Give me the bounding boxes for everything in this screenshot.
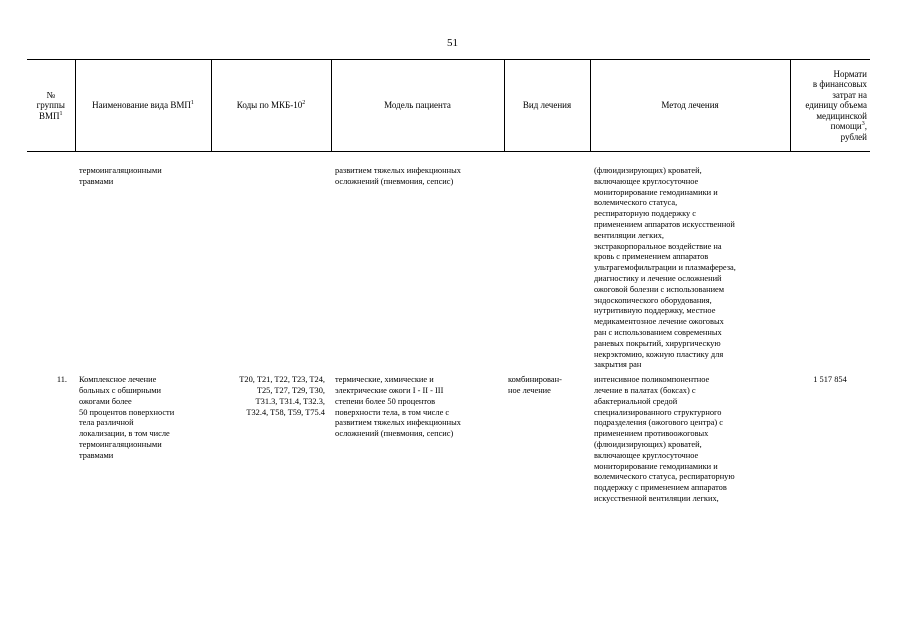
header-treatment-method: Метод лечения: [590, 60, 790, 152]
cell-cost: [790, 152, 870, 372]
header-treatment-type: Вид лечения: [504, 60, 590, 152]
cell-patient-model: термические, химические и электрические ожоги I - II - III степени более 50 процентов поверхности тела, в том числе с развитием тяжелых инфекционных осложнений (пневмония, сепсис): [335, 375, 461, 439]
vmp-table: [27, 59, 870, 505]
header-patient-model: Модель пациента: [331, 60, 504, 152]
cell-icd-codes: T20, T21, T22, T23, T24, T25, T27, T29, T30, T31.3, T31.4, T32.3, T32.4, T58, T59, T75.4: [239, 375, 325, 417]
table-row: [27, 152, 870, 372]
cell-group-no: [27, 152, 75, 372]
table-header-row: [27, 60, 870, 152]
cell-treatment-type: комбинирован- ное лечение: [508, 375, 562, 395]
cell-treatment-type: [504, 152, 590, 372]
cell-treatment-method: интенсивное поликомпонентное лечение в палатах (боксах) с абактериальной средой специализированного структурного подразделения (ожогового центра) с применением противоожоговых (флюидизирующих) кроватей, включающее круглосуточное мониторирование гемодинамики и волемического статуса, респираторную поддержку с применением аппаратов искусственной вентиляции легких,: [594, 375, 735, 503]
cell-cost: 1 517 854: [813, 375, 847, 385]
header-group-no: № группы ВМП$^1$: [27, 60, 75, 152]
header-cost-norm: Нормати в финансовых затрат на единицу объема медицинской помощи$^3$, рублей: [790, 60, 870, 152]
cell-treatment-method: (флюидизирующих) кроватей, включающее круглосуточное мониторирование гемодинамики и волемического статуса, респираторную поддержку с применением аппаратов искусственной вентиляции легких, экстракорпоральное воздействие на кровь с применением аппаратов ультрагемофильтрации и плазмафереза, диагностику и лечение осложнений ожоговой болезни с использованием эндоскопического оборудования, нутритивную поддержку, местное медикаментозное лечение ожоговых ран с использованием современных раневых покрытий, хирургическую некрэктомию, кожную пластику для закрытия ран: [594, 166, 736, 370]
cell-icd-codes: [211, 152, 331, 372]
cell-patient-model: развитием тяжелых инфекционных осложнений (пневмония, сепсис): [335, 166, 461, 186]
page-number: 51: [447, 37, 458, 49]
cell-vmp-name: термоингаляционными травмами: [79, 166, 162, 186]
cell-group-no: 11.: [56, 375, 67, 385]
header-vmp-name: Наименование вида ВМП$^1$: [75, 60, 211, 152]
cell-vmp-name: Комплексное лечение больных с обширными ожогами более 50 процентов поверхности тела различной локализации, в том числе термоингаляционными травмами: [79, 375, 175, 460]
header-icd-codes: Коды по МКБ-$10^2$: [211, 60, 331, 152]
vmp-table-container: [27, 59, 870, 505]
table-row: [27, 371, 870, 505]
